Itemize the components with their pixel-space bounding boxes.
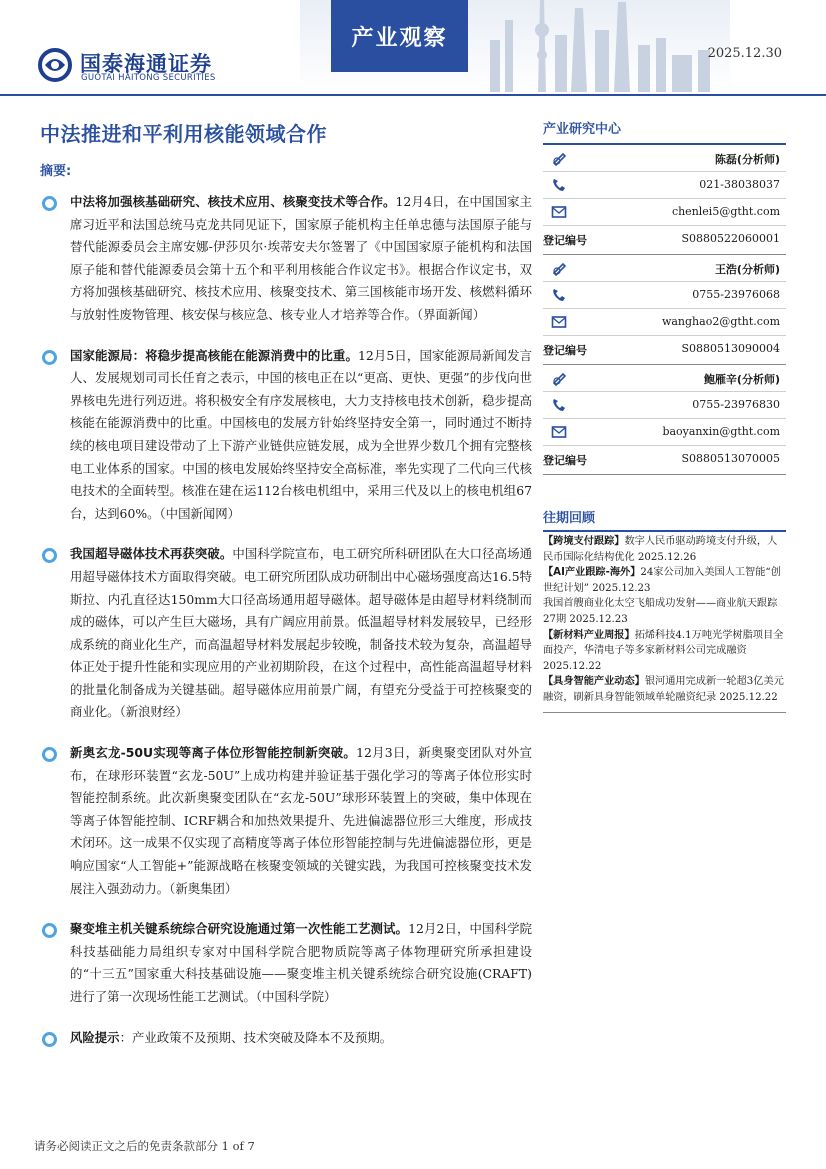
item-text: 12月4日，在中国国家主席习近平和法国总统马克龙共同见证下，国家原子能机构主任单忠德与法国原子能与替代能源委员会主席安娜-伊莎贝尔·埃蒂安夫尔签署了《中国国家原子能机构和法国原子能和替代能源委员会第十五个和平利用核能合作议定书》。根据合作议定书，双方将加强核基础研究、核技术应用、核聚变技术、第三国核能市场开发、核燃料循环与放射性废物管理、核安保与核应急、核专业人才培养等合作。（界面新闻） [70,194,532,322]
abstract-item [40,543,532,724]
analyst-phone: 0755-23976068 [692,288,780,301]
analyst-reg-row [543,446,786,472]
pen-icon [551,370,567,386]
analyst-email-row [543,199,786,226]
past-reviews-list [543,532,786,713]
company-logo-icon [38,48,72,82]
pen-icon [551,260,567,276]
reg-label: 登记编号 [543,234,587,247]
bullet-icon [42,196,57,211]
analyst-email[interactable]: baoyanxin@gtht.com [662,425,780,438]
page-title: 中法推进和平利用核能领域合作 [40,122,327,146]
review-text: 24家公司加入美国人工智能“创世纪计划” 2025.12.23 [543,567,781,594]
review-link[interactable] [543,674,786,705]
review-link[interactable] [543,628,786,675]
phone-icon [551,397,567,413]
review-text: 银河通用完成新一轮超3亿美元融资，刷新具身智能领域单轮融资纪录 2025.12.22 [543,676,784,703]
phone-icon [551,287,567,303]
analyst-phone-row [543,392,786,419]
item-lead: 我国超导磁体技术再获突破。 [70,546,233,562]
logo-subtext: GUOTAI HAITONG SECURITIES [81,73,216,83]
pen-icon [551,150,567,166]
analyst-phone: 0755-23976830 [692,398,780,411]
item-text: ：产业政策不及预期、技术突破及降本不及预期。 [119,1029,393,1045]
analyst-email[interactable]: wanghao2@gtht.com [661,315,780,328]
mail-icon [551,424,567,440]
review-label: 【跨境支付跟踪】 [543,536,625,547]
past-reviews-title: 往期回顾 [543,507,786,532]
report-date: 2025.12.30 [707,46,782,61]
analyst-phone-row [543,282,786,309]
abstract-label: 摘要: [40,164,72,179]
reg-label: 登记编号 [543,454,587,467]
item-text: 12月3日，新奥聚变团队对外宣布，在球形环装置“玄龙-50U”上成功构建并验证基于强化学习的等离子体位形实时智能控制系统。此次新奥聚变团队在“玄龙-50U”球形环装置上的突破，集中体现在等离子体智能控制、ICRF耦合和加热效果提升、先进偏滤器位形三大维度，形成技术闭环。这一成果不仅实现了高精度等离子体位形智能控制与先进偏滤器位形，更是响应国家“人工智能+”能源战略在核聚变领域的关键实践，为我国可控核聚变技术发展注入强劲动力。（新奥集团） [70,745,532,896]
risk-warning [40,1027,532,1050]
analyst-name-row [543,255,786,282]
research-center-title: 产业研究中心 [543,110,786,145]
analyst-name: 鲍雁辛(分析师) [703,373,780,386]
report-header [0,0,826,96]
review-link[interactable] [543,596,786,627]
abstract-items [40,191,532,1049]
phone-icon [551,177,567,193]
review-link[interactable] [543,565,786,596]
bullet-icon [42,1032,57,1047]
analyst-email-row [543,309,786,336]
analyst-email-row [543,419,786,446]
item-lead: 风险提示 [70,1029,120,1045]
review-label: 【AI产业跟踪-海外】 [543,567,641,579]
analyst-card [543,255,786,365]
sidebar [543,110,786,713]
item-text: 中国科学院宣布，电工研究所科研团队在大口径高场通用超导磁体技术方面取得突破。电工研究所团队成功研制出中心磁场强度高达16.5特斯拉、内孔直径达150mm大口径高场通用超导磁体。超导磁体是由超导材料绕制而成的磁体，可以产生巨大磁场，具有广阔应用前景。低温超导材料发展较早，已经形成系统的商业化生产，而高温超导材料发展起步较晚，制备技术较为复杂，高温超导体正处于提升性能和实现应用的产业初期阶段，在这个过程中，高性能高温超导材料的批量化制备成为关键基础。超导磁体应用前景广阔，有望充分受益于可控核聚变的商业化。（新浪财经） [70,546,533,720]
mail-icon [551,314,567,330]
abstract-item [40,191,532,327]
review-label: 【具身智能产业动态】 [543,676,645,688]
review-text: 数字人民币驱动跨境支付升级，人民币国际化结构优化 2025.12.26 [543,536,778,563]
analyst-reg-row [543,226,786,252]
review-label: 【新材料产业周报】 [543,629,635,641]
analyst-name: 王浩(分析师) [714,263,780,276]
analyst-reg-number: S0880522060001 [681,232,780,245]
bullet-icon [42,747,57,762]
analyst-phone-row [543,172,786,199]
abstract-item [40,345,532,526]
bullet-icon [42,350,57,365]
abstract-item [40,918,532,1008]
analyst-reg-number: S0880513090004 [681,342,780,355]
bullet-icon [42,923,57,938]
reg-label: 登记编号 [543,344,587,357]
mail-icon [551,204,567,220]
header-divider [0,94,826,96]
abstract-item [40,742,532,900]
analyst-name: 陈磊(分析师) [714,153,780,166]
review-text: 我国首艘商业化太空飞船成功发射——商业航天跟踪27期 2025.12.23 [543,598,778,625]
analyst-reg-number: S0880513070005 [681,452,780,465]
page-footer: 请务必阅读正文之后的免责条款部分 1 of 7 [34,1139,255,1153]
bullet-icon [42,548,57,563]
item-lead: 国家能源局：将稳步提高核能在能源消费中的比重。 [70,347,358,363]
report-type-tag: 产业观察 [331,0,468,72]
analyst-card [543,145,786,255]
logo-text: 国泰海通证券 [80,52,212,76]
item-text: 12月2日，中国科学院科技基础能力局组织专家对中国科学院合肥物质院等离子体物理研究所承担建设的“十三五”国家重大科技基础设施——聚变堆主机关键系统综合研究设施(CRAFT)进行了第一次现场性能工艺测试。（中国科学院） [70,921,533,1004]
analyst-card [543,365,786,475]
item-text: 12月5日，国家能源局新闻发言人、发展规划司司长任育之表示，中国的核电正在以“更高、更快、更强”的步伐向世界核电先进行列迈进。将积极安全有序发展核电，大力支持核电技术创新，稳步提高核能在能源消费中的比重。中国核电的发展方针始终坚持安全第一，同时通过不断持续的核电项目建设带动了上下游产业链供应链发展，成为全世界少数几个拥有完整核电工业体系的国家。中国的核电发展始终坚持安全高标准，率先实现了二代向三代核电技术的全面转型。核准在建在运112台核电机组中，采用三代及以上的核电机组67台，达到60%。（中国新闻网） [70,347,532,521]
analyst-email[interactable]: chenlei5@gtht.com [671,205,780,218]
analyst-name-row [543,145,786,172]
item-lead: 新奥玄龙-50U实现等离子体位形智能控制新突破。 [70,745,357,761]
item-lead: 聚变堆主机关键系统综合研究设施通过第一次性能工艺测试。 [70,921,409,937]
review-link[interactable] [543,534,786,565]
item-lead: 中法将加强核基础研究、核技术应用、核聚变技术等合作。 [70,194,396,209]
analyst-name-row [543,365,786,392]
review-text: 拓烯科技4.1万吨光学树脂项目全面投产，华清电子等多家新材料公司完成融资 2025.12.22 [543,629,784,672]
analyst-reg-row [543,336,786,362]
analyst-phone: 021-38038037 [699,178,780,191]
